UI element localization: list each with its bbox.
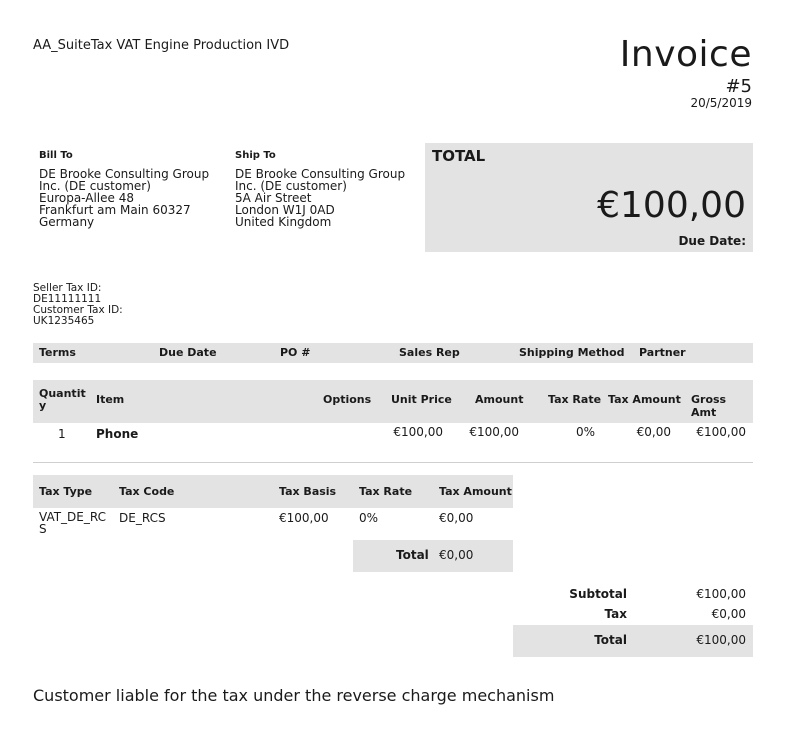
item-amount: €100,00 xyxy=(469,425,519,439)
address-line: Inc. (DE customer) xyxy=(235,179,347,193)
grand-total-label: Total xyxy=(594,633,627,647)
sales-rep-header: Sales Rep xyxy=(399,346,460,359)
seller-tax-id-label: Seller Tax ID: xyxy=(33,282,102,294)
tax-rate-header: Tax Rate xyxy=(359,485,413,498)
tax-amount-header: Tax Amount xyxy=(439,485,512,498)
item-unit-price: €100,00 xyxy=(393,425,443,439)
company-name: AA_SuiteTax VAT Engine Production IVD xyxy=(33,38,290,53)
total-box xyxy=(425,143,753,252)
item-header: Item xyxy=(96,393,125,406)
seller-tax-id: DE11111111 xyxy=(33,293,102,305)
address-line: 5A Air Street xyxy=(235,191,312,205)
tax-amount-header: Tax Amount xyxy=(608,393,681,406)
customer-tax-id: UK1235465 xyxy=(33,315,95,327)
tax-basis: €100,00 xyxy=(279,511,329,525)
address-line: Europa-Allee 48 xyxy=(39,191,134,205)
invoice-title: Invoice xyxy=(619,34,752,75)
tax-amount: €0,00 xyxy=(439,511,474,525)
items-header-bar xyxy=(33,380,753,423)
divider xyxy=(33,462,753,463)
bill-to-address xyxy=(39,168,219,228)
tax-label: Tax xyxy=(604,607,627,621)
ship-to-address xyxy=(235,168,415,228)
terms-header: Terms xyxy=(39,346,76,359)
invoice-date: 20/5/2019 xyxy=(690,96,752,110)
invoice-number: #5 xyxy=(725,76,752,97)
po-header: PO # xyxy=(280,346,311,359)
tax-value: €0,00 xyxy=(711,607,746,621)
item-quantity: 1 xyxy=(58,427,66,441)
item-tax-amount: €0,00 xyxy=(636,425,671,439)
amount-header: Amount xyxy=(475,393,524,406)
shipping-method-header: Shipping Method xyxy=(519,346,625,359)
terms-header-bar xyxy=(33,343,753,363)
tax-code: DE_RCS xyxy=(119,511,166,525)
tax-summary-header-bar xyxy=(33,475,513,508)
item-gross-amt: €100,00 xyxy=(696,425,746,439)
tax-ids xyxy=(33,283,123,327)
address-line: Inc. (DE customer) xyxy=(39,179,151,193)
unit-price-header: Unit Price xyxy=(391,393,452,406)
options-header: Options xyxy=(323,393,372,406)
tax-basis-header: Tax Basis xyxy=(279,485,337,498)
tax-type-header: Tax Type xyxy=(39,485,93,498)
address-line: Frankfurt am Main 60327 xyxy=(39,203,191,217)
table-row xyxy=(33,425,753,445)
quantity-header: Quantit y xyxy=(39,387,86,412)
bill-to-label: Bill To xyxy=(39,150,73,161)
tax-code-header: Tax Code xyxy=(119,485,175,498)
table-row xyxy=(33,510,513,538)
grand-total-bar xyxy=(513,625,753,657)
reverse-charge-note: Customer liable for the tax under the reverse charge mechanism xyxy=(33,686,555,705)
address-line: Germany xyxy=(39,215,95,229)
due-date-header: Due Date xyxy=(159,346,217,359)
tax-type: VAT_DE_RC S xyxy=(39,510,106,536)
item-tax-rate: 0% xyxy=(575,425,595,439)
grand-total-value: €100,00 xyxy=(696,633,746,647)
due-date-label: Due Date: xyxy=(678,234,746,248)
customer-tax-id-label: Customer Tax ID: xyxy=(33,304,123,316)
total-box-label: TOTAL xyxy=(432,147,486,165)
address-line: United Kingdom xyxy=(235,215,332,229)
partner-header: Partner xyxy=(639,346,686,359)
address-line: DE Brooke Consulting Group xyxy=(235,167,406,181)
ship-to-label: Ship To xyxy=(235,150,276,161)
tax-rate-header: Tax Rate xyxy=(548,393,602,406)
item-name: Phone xyxy=(96,427,139,441)
tax-summary-total-label: Total xyxy=(396,548,429,562)
tax-summary-total-bar xyxy=(353,540,513,572)
address-line: London W1J 0AD xyxy=(235,203,335,217)
ship-to-block xyxy=(235,150,415,228)
total-box-amount: €100,00 xyxy=(597,185,746,226)
subtotal-value: €100,00 xyxy=(696,587,746,601)
gross-amt-header: Gross Amt xyxy=(691,393,727,419)
tax-rate: 0% xyxy=(359,511,379,525)
tax-summary-total-value: €0,00 xyxy=(439,548,474,562)
address-line: DE Brooke Consulting Group xyxy=(39,167,210,181)
bill-to-block xyxy=(39,150,219,228)
subtotal-label: Subtotal xyxy=(569,587,627,601)
